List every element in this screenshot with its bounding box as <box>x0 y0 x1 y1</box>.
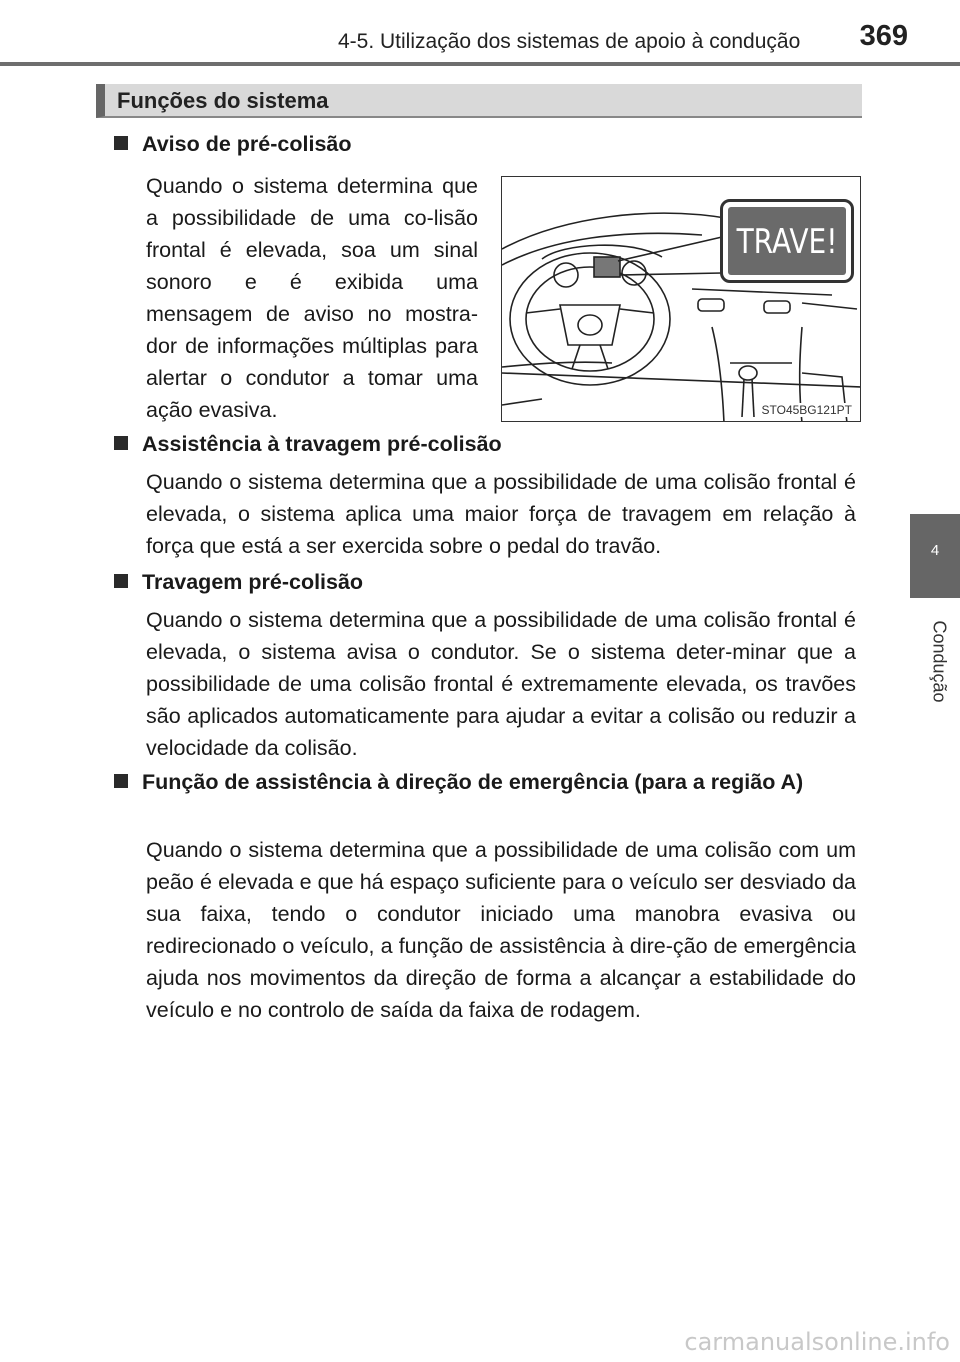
subheading-text: Aviso de pré-colisão <box>142 132 352 156</box>
paragraph-aviso: Quando o sistema determina que a possibilidade de uma co-lisão frontal é elevada, soa um sinal sonoro e é exibida uma mensagem de aviso no mostra-dor de informações múltiplas para alertar o condutor a tomar uma ação evasiva. <box>146 174 478 422</box>
watermark: carmanualsonline.info <box>684 1328 950 1356</box>
dashboard-illustration <box>501 176 861 422</box>
square-bullet-icon <box>114 436 128 450</box>
figure-code: STO45BG121PT <box>761 403 852 417</box>
subheading-aviso <box>114 128 352 160</box>
warning-display <box>728 207 846 275</box>
chapter-label-text: Condução <box>929 620 950 703</box>
warning-callout <box>720 199 854 283</box>
header-divider <box>0 62 960 66</box>
subheading-text: Assistência à travagem pré-colisão <box>142 432 502 456</box>
square-bullet-icon <box>114 574 128 588</box>
chapter-number: 4 <box>930 542 940 559</box>
subheading-travagem <box>114 566 363 598</box>
chapter-label <box>924 606 950 716</box>
running-header-title: 4-5. Utilização dos sistemas de apoio à condução <box>338 30 801 53</box>
square-bullet-icon <box>114 774 128 788</box>
section-title: Funções do sistema <box>117 88 329 113</box>
subheading-text: Função de assistência à direção de emergência (para a região A) <box>142 770 804 794</box>
section-header <box>96 84 862 118</box>
paragraph-direcao: Quando o sistema determina que a possibilidade de uma colisão com um peão é elevada e que há espaço suficiente para o veículo ser desviado da sua faixa, tendo o condutor iniciado uma manobra evasiva ou redirecionado o veículo, a função de assistência à dire-ção de emergência ajuda nos movimentos da direção de forma a alcançar a estabilidade do veículo e no controlo de saída da faixa de rodagem. <box>146 838 856 1022</box>
square-bullet-icon <box>114 136 128 150</box>
warning-message: TRAVE! <box>736 221 838 262</box>
subheading-text: Travagem pré-colisão <box>142 570 364 594</box>
subheading-direcao <box>114 766 854 798</box>
subheading-assistencia <box>114 428 502 460</box>
paragraph-travagem: Quando o sistema determina que a possibilidade de uma colisão frontal é elevada, o sistema avisa o condutor. Se o sistema deter-minar que a possibilidade de uma colisão frontal é extremamente elevada, os travões são aplicados automaticamente para ajudar a evitar a colisão ou reduzir a velocidade da colisão. <box>146 608 856 760</box>
paragraph-assistencia: Quando o sistema determina que a possibilidade de uma colisão frontal é elevada, o sistema aplica uma maior força de travagem em relação à força que está a ser exercida sobre o pedal do travão. <box>146 470 856 558</box>
chapter-tab <box>910 514 960 598</box>
page-number: 369 <box>859 20 908 52</box>
